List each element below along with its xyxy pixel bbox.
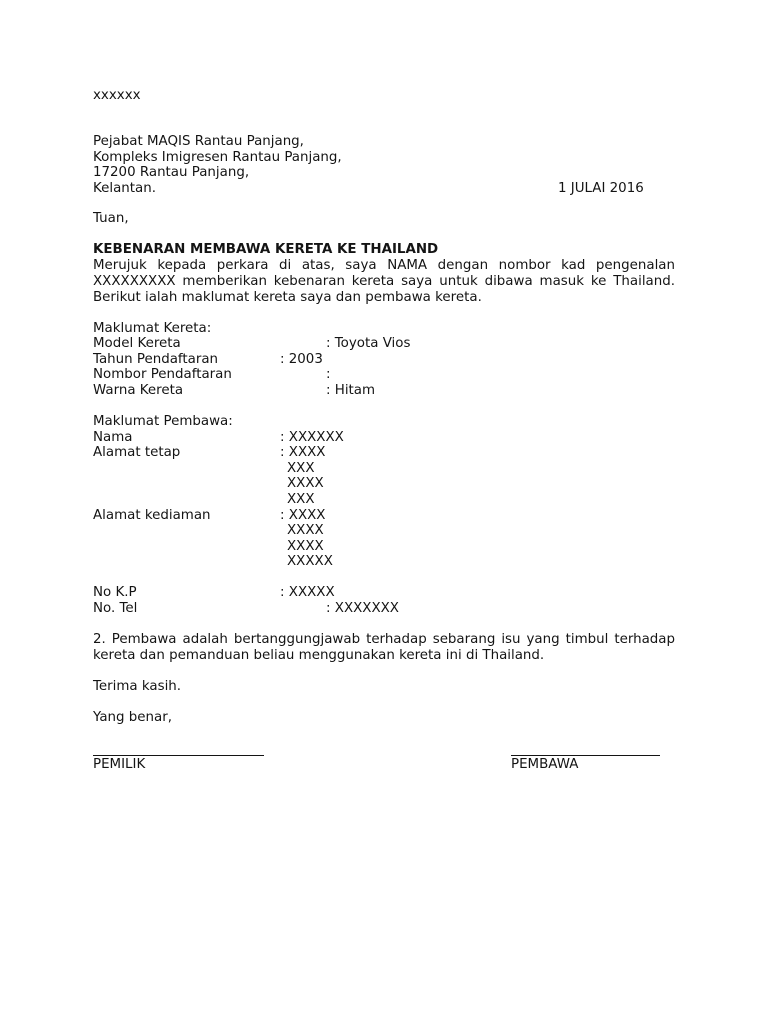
clause-2-paragraph: 2. Pembawa adalah bertanggungjawab terhadap sebarang isu yang timbul terhadap kereta dan pemanduan beliau menggunakan kereta ini di Thailand.: [93, 632, 675, 663]
residential-address-line-4: XXXXX: [287, 554, 333, 569]
car-year-value: : 2003: [280, 352, 323, 367]
thanks-text: Terima kasih.: [93, 679, 182, 694]
car-plate-value: :: [326, 367, 331, 382]
residential-address-line-3: XXXX: [287, 539, 324, 554]
letter-date: 1 JULAI 2016: [558, 181, 644, 196]
residential-address-label: Alamat kediaman: [93, 508, 211, 523]
permanent-address-label: Alamat tetap: [93, 445, 181, 460]
permanent-address-line-4: XXX: [287, 492, 315, 507]
recipient-line-1: Pejabat MAQIS Rantau Panjang,: [93, 134, 304, 149]
permanent-address-line-1: : XXXX: [280, 445, 326, 460]
car-color-label: Warna Kereta: [93, 383, 184, 398]
car-info-heading: Maklumat Kereta:: [93, 321, 212, 336]
closing-text: Yang benar,: [93, 710, 172, 725]
car-model-label: Model Kereta: [93, 336, 181, 351]
permanent-address-line-2: XXX: [287, 461, 315, 476]
permanent-address-line-3: XXXX: [287, 476, 324, 491]
intro-paragraph: Merujuk kepada perkara di atas, saya NAMA dengan nombor kad pengenalan XXXXXXXXX memberikan kebenaran kereta saya untuk dibawa masuk ke Thailand. Berikut ialah maklumat kereta saya dan pembawa kereta.: [93, 258, 675, 305]
phone-value: : XXXXXXX: [326, 601, 399, 616]
sender-placeholder: xxxxxx: [93, 88, 141, 103]
phone-label: No. Tel: [93, 601, 138, 616]
driver-name-label: Nama: [93, 430, 133, 445]
subject-heading: KEBENARAN MEMBAWA KERETA KE THAILAND: [93, 242, 439, 257]
driver-signature-label: PEMBAWA: [511, 757, 579, 772]
driver-info-heading: Maklumat Pembawa:: [93, 414, 233, 429]
car-model-value: : Toyota Vios: [326, 336, 411, 351]
salutation: Tuan,: [93, 211, 129, 226]
recipient-line-3: 17200 Rantau Panjang,: [93, 165, 250, 180]
ic-number-value: : XXXXX: [280, 585, 335, 600]
residential-address-line-1: : XXXX: [280, 508, 326, 523]
recipient-line-2: Kompleks Imigresen Rantau Panjang,: [93, 150, 342, 165]
residential-address-line-2: XXXX: [287, 523, 324, 538]
driver-name-value: : XXXXXX: [280, 430, 344, 445]
recipient-line-4: Kelantan.: [93, 181, 156, 196]
ic-number-label: No K.P: [93, 585, 137, 600]
car-plate-label: Nombor Pendaftaran: [93, 367, 232, 382]
driver-signature-line: [511, 755, 660, 756]
owner-signature-line: [93, 755, 264, 756]
car-color-value: : Hitam: [326, 383, 376, 398]
car-year-label: Tahun Pendaftaran: [93, 352, 219, 367]
owner-signature-label: PEMILIK: [93, 757, 146, 772]
